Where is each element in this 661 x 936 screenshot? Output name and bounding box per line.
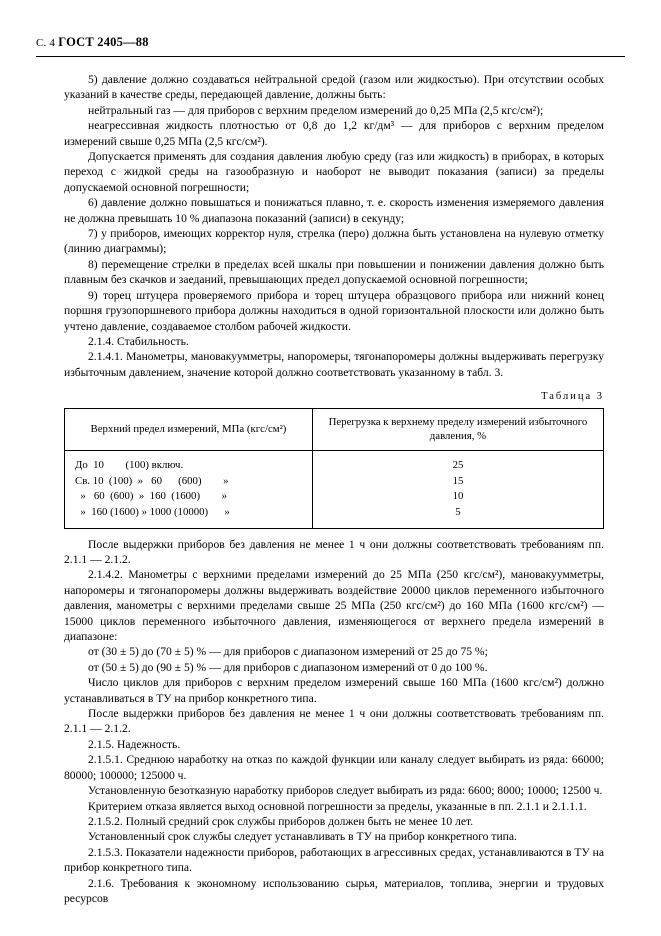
paragraph: 2.1.6. Требования к экономному использованию сырья, материалов, топлива, энергии и трудовых ресурсов bbox=[64, 876, 604, 905]
paragraph: нейтральный газ — для приборов с верхним пределом измерений до 0,25 МПа (2,5 кгс/см²); bbox=[88, 103, 544, 117]
paragraph: 2.1.4.2. Манометры с верхними пределами измерений до 25 МПа (250 кгс/см²), мановакуумметры, напоромеры и тягонапоромеры должны выдерживать воздействие 20000 циклов переменного избыточного давления, манометры с верхними пределами свыше 25 МПа (250 кгс/см²) до 160 МПа (1600 кгс/см²) — 15000 циклов переменного избыточного давления, изменяющегося от верхнего предела измерений в диапазоне: bbox=[64, 568, 604, 644]
paragraph: 2.1.4. Стабильность. bbox=[88, 334, 189, 348]
paragraph: Установленный срок службы следует устанавливать в ТУ на прибор конкретного типа. bbox=[88, 830, 517, 844]
overload-value: 25 bbox=[452, 459, 464, 472]
paragraph: 2.1.5.1. Среднюю наработку на отказ по каждой функции или каналу следует выбирать из ряда: 66000; 80000; 100000; 125000 ч. bbox=[64, 753, 604, 782]
page-header bbox=[36, 36, 625, 50]
page-number: С. 4 bbox=[36, 37, 56, 49]
paragraph: Число циклов для приборов с верхним пределом измерений свыше 160 МПа (1600 кгс/см²) должно устанавливаться в ТУ на прибор конкретного типа. bbox=[64, 676, 604, 705]
table-row bbox=[65, 451, 604, 529]
paragraph: 7) у приборов, имеющих корректор нуля, стрелка (перо) должна быть установлена на нулевую отметку (линию диаграммы); bbox=[64, 227, 604, 256]
paragraph: неагрессивная жидкость плотностью от 0,8 до 1,2 кг/дм³ — для приборов с верхним пределом измерений свыше 0,25 МПа (2,5 кгс/см²). bbox=[64, 119, 604, 148]
table-cell-values bbox=[312, 451, 603, 529]
paragraph: 8) перемещение стрелки в пределах всей шкалы при повышении и понижении давления должно быть плавным без скачков и заеданий, превышающих предел допускаемой основной погрешности; bbox=[64, 257, 604, 287]
table-cell-ranges bbox=[65, 451, 313, 529]
paragraph: 2.1.5.3. Показатели надежности приборов, работающих в агрессивных средах, устанавливаются в ТУ на прибор конкретного типа. bbox=[64, 845, 604, 875]
overload-value: 10 bbox=[452, 490, 464, 503]
table-header-row bbox=[65, 409, 604, 451]
paragraph: от (50 ± 5) до (90 ± 5) % — для приборов с диапазоном измерений от 0 до 100 %. bbox=[88, 660, 488, 674]
paragraph: от (30 ± 5) до (70 ± 5) % — для приборов с диапазоном измерений от 25 до 75 %; bbox=[88, 645, 488, 659]
paragraph: 9) торец штуцера проверяемого прибора и торец штуцера образцового прибора или нижний конец поршня грузопоршневого прибора должны находиться в одной горизонтальной плоскости или должно быть учтено давление, создаваемое столбом рабочей жидкости. bbox=[64, 288, 604, 333]
paragraph: Установленную безотказную наработку приборов следует выбирать из ряда: 6600; 8000; 10000; 12500 ч. bbox=[88, 784, 603, 798]
range-value: » 60 (600) » 160 (1600) » bbox=[75, 490, 228, 503]
overload-table bbox=[64, 408, 604, 529]
paragraph: Допускается применять для создания давления любую среду (газ или жидкость) в приборах, в которых переход с жидкой среды на газообразную и наоборот не выводит показания (записи) за пределы допускаемой основной погрешности; bbox=[64, 150, 604, 194]
overload-value: 5 bbox=[455, 505, 461, 518]
paragraph: 2.1.4.1. Манометры, мановакуумметры, напоромеры, тягонапоромеры должны выдерживать перегрузку избыточным давлением, значение которой должно соответствовать указанному в табл. 3. bbox=[64, 350, 604, 379]
paragraph: 2.1.5.2. Полный средний срок службы приборов должен быть не менее 10 лет. bbox=[88, 814, 474, 828]
paragraph: 5) давление должно создаваться нейтральной средой (газом или жидкостью). При отсутствии особых указаний в качестве среды, передающей давление, должны быть: bbox=[64, 73, 604, 102]
page-content bbox=[64, 72, 604, 906]
range-value: До 10 (100) включ. bbox=[75, 459, 184, 472]
paragraph: 6) давление должно повышаться и понижаться плавно, т. е. скорость изменения измеряемого давления не должна превышать 10 % диапазона показаний (записи) в секунду; bbox=[64, 196, 604, 225]
overload-value: 15 bbox=[452, 474, 464, 487]
column-header-range: Верхний предел измерений, МПа (кгс/см²) bbox=[65, 409, 313, 451]
range-value: » 160 (1600) » 1000 (10000) » bbox=[75, 505, 230, 518]
paragraph: После выдержки приборов без давления не менее 1 ч они должны соответствовать требованиям пп. 2.1.1 — 2.1.2. bbox=[64, 707, 604, 736]
paragraph: После выдержки приборов без давления не менее 1 ч они должны соответствовать требованиям пп. 2.1.1 — 2.1.2. bbox=[64, 537, 604, 567]
paragraph: 2.1.5. Надежность. bbox=[88, 737, 181, 751]
column-header-overload: Перегрузка к верхнему пределу измерений избыточного давления, % bbox=[312, 409, 603, 451]
table-caption: Таблица 3 bbox=[541, 391, 604, 403]
range-value: Св. 10 (100) » 60 (600) » bbox=[75, 474, 229, 487]
standard-title: ГОСТ 2405—88 bbox=[58, 35, 149, 49]
paragraph: Критерием отказа является выход основной погрешности за пределы, указанные в пп. 2.1.1 и 2.1.1.1. bbox=[88, 799, 587, 813]
header-rule bbox=[36, 56, 625, 57]
